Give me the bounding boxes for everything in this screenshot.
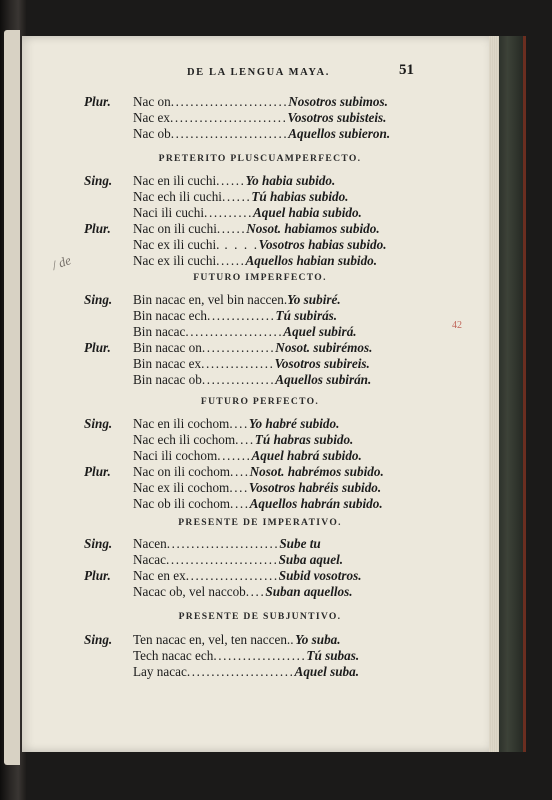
leader-dots: .... xyxy=(235,432,255,447)
maya-text: Ten nacac en, vel, ten naccen. xyxy=(133,632,291,647)
maya-text: Nac ex ili cuchi. xyxy=(133,237,220,252)
number-label: Plur. xyxy=(84,340,111,355)
maya-form xyxy=(133,372,371,388)
spanish-translation: Aquellos subieron. xyxy=(288,126,391,141)
facing-page-edge xyxy=(4,30,20,765)
number-label: Sing. xyxy=(84,292,113,307)
spanish-translation: Yo suba. xyxy=(295,632,341,647)
maya-form xyxy=(133,173,335,189)
maya-text: Nacac ob, vel naccob xyxy=(133,584,246,599)
maya-text: Nac on ili cochom xyxy=(133,464,231,479)
leader-dots: ....................... xyxy=(166,536,280,551)
conjugation-line xyxy=(22,432,498,448)
conjugation-line xyxy=(22,340,498,356)
maya-form xyxy=(133,584,353,600)
spanish-translation: Yo habré subido. xyxy=(248,416,340,431)
number-label: Sing. xyxy=(84,416,113,431)
leader-dots: . . . . xyxy=(219,237,259,252)
conjugation-line xyxy=(22,372,498,388)
spanish-translation: Aquel habia subido. xyxy=(253,205,362,220)
maya-text: Bin nacac xyxy=(133,324,186,339)
leader-dots: ...... xyxy=(216,173,246,188)
conjugation-line xyxy=(22,480,498,496)
spanish-translation: Tú habias subido. xyxy=(251,189,349,204)
maya-text: Tech nacac ech xyxy=(133,648,214,663)
leader-dots: ....................... xyxy=(165,552,279,567)
maya-form xyxy=(133,496,383,512)
conjugation-line xyxy=(22,126,498,142)
conjugation-line xyxy=(22,496,498,512)
maya-text: Bin nacac en, vel bin naccen. xyxy=(133,292,288,307)
maya-text: Nac ech ili cuchi xyxy=(133,189,222,204)
spanish-translation: Aquel suba. xyxy=(294,664,360,679)
spanish-translation: Sube tu xyxy=(279,536,321,551)
maya-text: Lay nacac xyxy=(133,664,187,679)
conjugation-line xyxy=(22,416,498,432)
maya-form xyxy=(133,632,341,648)
leader-dots: ............... xyxy=(201,372,276,387)
page-number: 51 xyxy=(399,62,414,78)
maya-text: Nac en ili cochom xyxy=(133,416,230,431)
leader-dots: ........................ xyxy=(169,110,288,125)
maya-form xyxy=(133,552,343,568)
conjugation-line xyxy=(22,94,498,110)
spanish-translation: Yo habia subido. xyxy=(245,173,336,188)
spanish-translation: Aquel habrá subido. xyxy=(251,448,362,463)
maya-form xyxy=(133,253,377,269)
maya-form xyxy=(133,189,348,205)
maya-text: Nac ech ili cochom xyxy=(133,432,236,447)
leader-dots: ................... xyxy=(213,648,307,663)
leader-dots: ............... xyxy=(201,340,276,355)
spanish-translation: Vosotros subisteis. xyxy=(287,110,387,125)
conjugation-line xyxy=(22,568,498,584)
maya-text: Naci ili cuchi xyxy=(133,205,205,220)
maya-form xyxy=(133,221,380,237)
spanish-translation: Nosot. subirémos. xyxy=(275,340,373,355)
maya-text: Nac ex ili cuchi xyxy=(133,253,217,268)
maya-text: Nac ex ili cochom xyxy=(133,480,230,495)
maya-form xyxy=(133,340,372,356)
conjugation-line xyxy=(22,664,498,680)
conjugation-line xyxy=(22,110,498,126)
maya-text: Nac on xyxy=(133,94,171,109)
conjugation-line xyxy=(22,464,498,480)
leader-dots: . xyxy=(290,632,296,647)
maya-form xyxy=(133,568,362,584)
maya-text: Bin nacac on xyxy=(133,340,202,355)
spanish-translation: Suba aquel. xyxy=(278,552,344,567)
conjugation-line xyxy=(22,221,498,237)
maya-form xyxy=(133,324,357,340)
number-label: Plur. xyxy=(84,464,111,479)
maya-text: Nacac xyxy=(133,552,166,567)
maya-form xyxy=(133,205,362,221)
number-label: Sing. xyxy=(84,536,113,551)
leader-dots: .... xyxy=(229,480,249,495)
red-mark: 42 xyxy=(452,320,462,331)
leader-dots: ...................... xyxy=(186,664,295,679)
maya-form xyxy=(133,292,341,308)
section-heading: FUTURO IMPERFECTO. xyxy=(193,272,327,283)
maya-text: Nac on ili cuchi xyxy=(133,221,217,236)
book-cover-edge xyxy=(497,36,526,752)
spanish-translation: Vosotros habréis subido. xyxy=(248,480,382,495)
leader-dots: .... xyxy=(230,496,250,511)
leader-dots: ...... xyxy=(221,189,252,204)
maya-text: Bin nacac ex xyxy=(133,356,202,371)
spanish-translation: Tú subirás. xyxy=(275,308,338,323)
spanish-translation: Nosotros subimos. xyxy=(288,94,388,109)
leader-dots: .................... xyxy=(185,324,284,339)
conjugation-line xyxy=(22,189,498,205)
number-label: Plur. xyxy=(84,221,111,236)
pencil-annotation: / de xyxy=(49,252,73,273)
spanish-translation: Subid vosotros. xyxy=(278,568,362,583)
number-label: Sing. xyxy=(84,173,113,188)
leader-dots: .......... xyxy=(204,205,254,220)
page-edges xyxy=(489,36,499,752)
spanish-translation: Tú habras subido. xyxy=(254,432,354,447)
leader-dots: .... xyxy=(245,584,266,599)
spanish-translation: Nosot. habrémos subido. xyxy=(249,464,384,479)
spanish-translation: Yo subiré. xyxy=(287,292,341,307)
maya-text: Nac en ex xyxy=(133,568,186,583)
leader-dots: ............... xyxy=(201,356,275,371)
maya-form xyxy=(133,448,362,464)
conjugation-line xyxy=(22,173,498,189)
maya-form xyxy=(133,110,386,126)
book-page xyxy=(22,36,498,752)
maya-text: Nac en ili cuchi xyxy=(133,173,217,188)
maya-text: Bin nacac ob xyxy=(133,372,202,387)
spanish-translation: Nosot. habiamos subido. xyxy=(246,221,380,236)
maya-form xyxy=(133,480,381,496)
running-title: DE LA LENGUA MAYA. xyxy=(187,67,330,78)
spanish-translation: Aquellos subirán. xyxy=(275,372,372,387)
leader-dots: .... xyxy=(230,464,250,479)
conjugation-line xyxy=(22,536,498,552)
leader-dots: ................... xyxy=(185,568,279,583)
maya-text: Naci ili cochom xyxy=(133,448,218,463)
maya-form xyxy=(133,126,390,142)
leader-dots: ....... xyxy=(217,448,252,463)
number-label: Plur. xyxy=(84,568,111,583)
conjugation-line xyxy=(22,632,498,648)
maya-form xyxy=(133,356,370,372)
conjugation-line xyxy=(22,292,498,308)
conjugation-line xyxy=(22,356,498,372)
conjugation-line xyxy=(22,253,498,269)
maya-text: Nacen xyxy=(133,536,167,551)
maya-form xyxy=(133,416,339,432)
maya-form xyxy=(133,94,388,110)
maya-text: Nac ob ili cochom xyxy=(133,496,231,511)
conjugation-line xyxy=(22,552,498,568)
maya-form xyxy=(133,308,337,324)
spanish-translation: Aquel subirá. xyxy=(283,324,357,339)
maya-text: Nac ex xyxy=(133,110,170,125)
maya-form xyxy=(133,536,321,552)
section-heading: PRETERITO PLUSCUAMPERFECTO. xyxy=(158,153,362,164)
conjugation-line xyxy=(22,324,498,340)
spanish-translation: Suban aquellos. xyxy=(265,584,353,599)
conjugation-line xyxy=(22,237,498,253)
conjugation-line xyxy=(22,205,498,221)
section-heading: PRESENTE DE SUBJUNTIVO. xyxy=(178,611,342,622)
maya-form xyxy=(133,432,353,448)
section-heading: FUTURO PERFECTO. xyxy=(200,396,320,407)
spanish-translation: Aquellos habian subido. xyxy=(245,253,378,268)
maya-text: Nac ob xyxy=(133,126,171,141)
section-heading: PRESENTE DE IMPERATIVO. xyxy=(178,517,342,528)
maya-form xyxy=(133,464,384,480)
leader-dots: .... xyxy=(229,416,249,431)
maya-form xyxy=(133,237,387,253)
spanish-translation: Tú subas. xyxy=(306,648,360,663)
conjugation-line xyxy=(22,448,498,464)
number-label: Plur. xyxy=(84,94,111,109)
leader-dots: ........................ xyxy=(170,94,289,109)
conjugation-line xyxy=(22,584,498,600)
spanish-translation: Aquellos habrán subido. xyxy=(249,496,383,511)
number-label: Sing. xyxy=(84,632,113,647)
leader-dots: ........................ xyxy=(170,126,289,141)
leader-dots: ...... xyxy=(216,221,247,236)
leader-dots: .............. xyxy=(206,308,276,323)
conjugation-line xyxy=(22,308,498,324)
page-header xyxy=(22,62,498,82)
conjugation-line xyxy=(22,648,498,664)
maya-form xyxy=(133,664,359,680)
leader-dots: ...... xyxy=(216,253,246,268)
spanish-translation: Vosotros habias subido. xyxy=(258,237,387,252)
maya-form xyxy=(133,648,359,664)
spanish-translation: Vosotros subireis. xyxy=(274,356,370,371)
maya-text: Bin nacac ech xyxy=(133,308,207,323)
